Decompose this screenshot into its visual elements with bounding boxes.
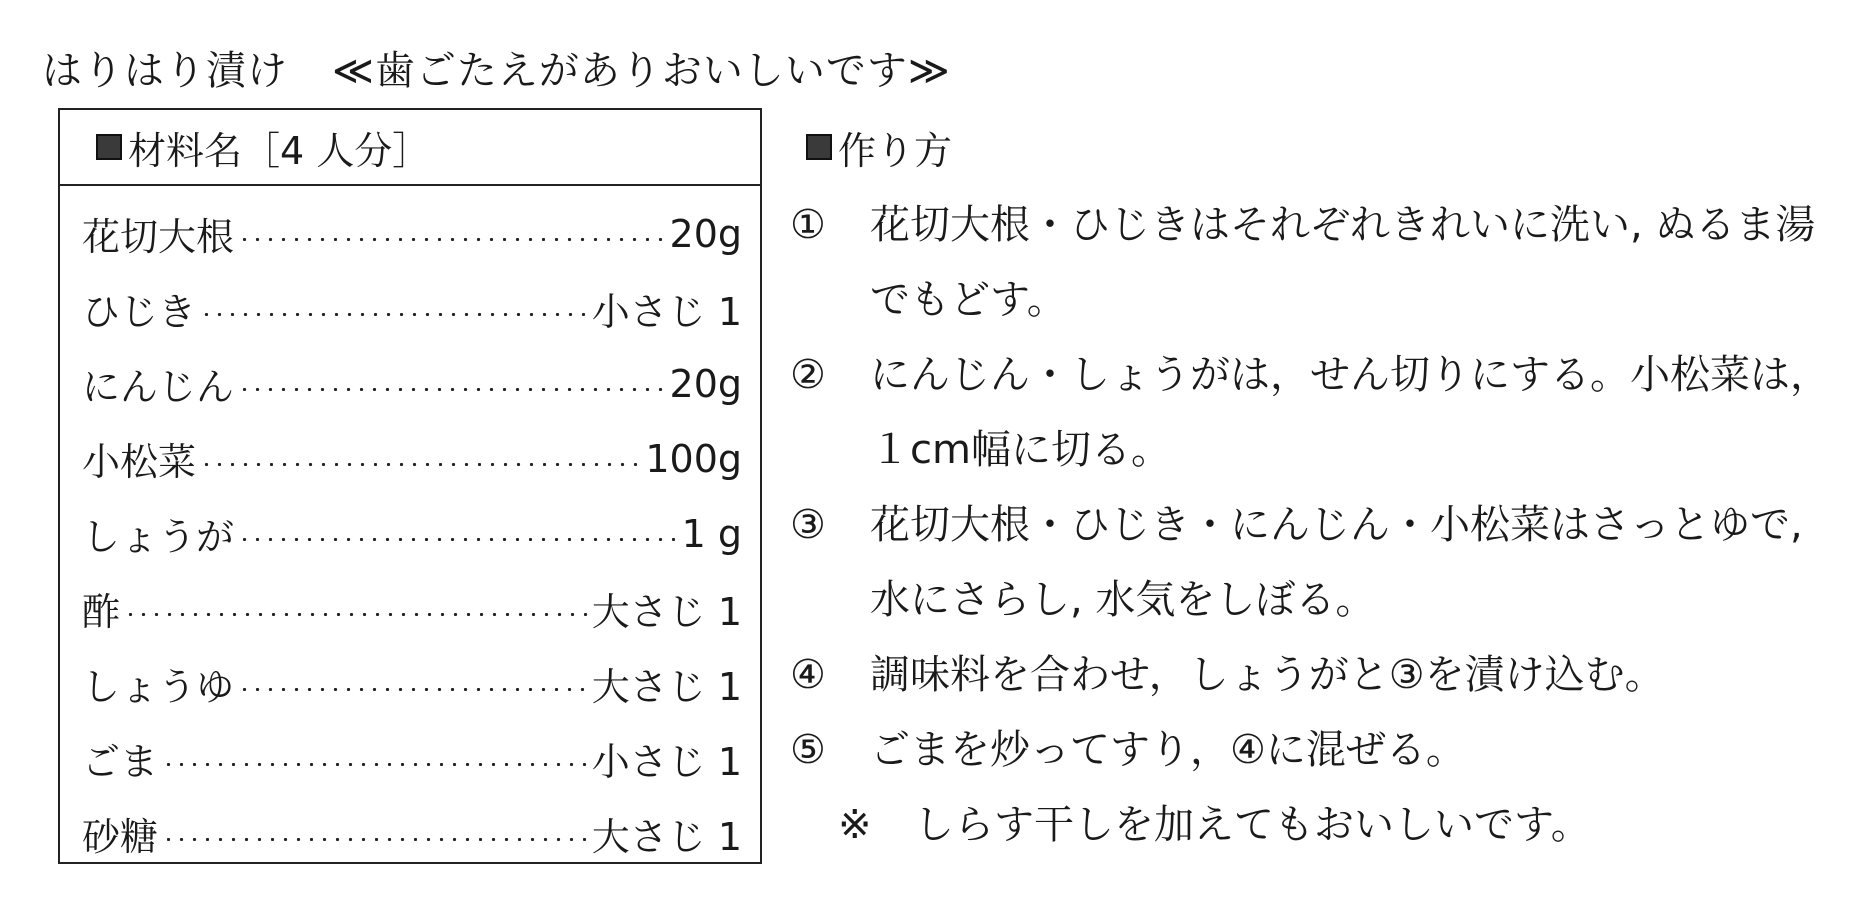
leader-dots	[162, 763, 588, 766]
ingredient-row	[60, 496, 760, 571]
ingredient-quantity: 大さじ 1	[591, 815, 742, 859]
ingredient-row	[60, 571, 760, 646]
ingredient-name: 小松菜	[82, 440, 197, 484]
recipe-title: はりはり漬け	[42, 48, 288, 94]
ingredient-quantity: 大さじ 1	[591, 665, 742, 709]
square-bullet-icon	[806, 134, 832, 160]
note-text: しらす干しを加えてもおいしいです。	[914, 802, 1591, 848]
leader-dots	[238, 538, 678, 541]
ingredient-row	[60, 646, 760, 721]
ingredient-name: 花切大根	[82, 215, 235, 259]
step-number: ④	[790, 652, 826, 698]
ingredient-name: しょうゆ	[82, 665, 235, 709]
method-step	[790, 338, 1830, 488]
step-text: にんじん・しょうがは，せん切りにする。小松菜は，１cm幅に切る。	[870, 352, 1830, 473]
ingredient-quantity: 1 g	[681, 511, 742, 556]
step-number: ⑤	[790, 727, 826, 773]
note-mark: ※	[838, 802, 872, 848]
method-header	[806, 112, 952, 182]
leader-dots	[200, 463, 641, 466]
ingredient-quantity: 20g	[669, 211, 742, 256]
step-number: ②	[790, 352, 826, 398]
leader-dots	[200, 313, 588, 316]
step-text: ごまを炒ってすり，④に混ぜる。	[870, 727, 1466, 773]
step-number: ③	[790, 502, 826, 548]
recipe-subtitle: ≪歯ごたえがありおいしいです≫	[332, 48, 951, 94]
step-text: 花切大根・ひじき・にんじん・小松菜はさっとゆで, 水にさらし, 水気をしぼる。	[870, 502, 1803, 623]
leader-dots	[124, 613, 588, 616]
ingredient-row	[60, 271, 760, 346]
ingredient-quantity: 大さじ 1	[591, 590, 742, 634]
ingredient-quantity: 20g	[669, 361, 742, 406]
leader-dots	[238, 688, 588, 691]
recipe-title-line	[42, 36, 951, 106]
leader-dots	[162, 838, 588, 841]
ingredient-quantity: 100g	[645, 436, 742, 481]
step-text: 調味料を合わせ，しょうがと③を漬け込む。	[870, 652, 1665, 698]
leader-dots	[238, 388, 666, 391]
ingredient-name: 酢	[82, 590, 121, 634]
ingredient-row	[60, 196, 760, 271]
ingredient-name: にんじん	[82, 365, 235, 409]
ingredients-box	[58, 108, 762, 864]
ingredient-name: 砂糖	[82, 815, 159, 859]
ingredient-quantity: 小さじ 1	[591, 740, 742, 784]
method-header-label: 作り方	[838, 128, 953, 173]
leader-dots	[238, 238, 666, 241]
ingredient-quantity: 小さじ 1	[591, 290, 742, 334]
recipe-note	[790, 788, 1830, 863]
ingredient-name: しょうが	[82, 515, 235, 559]
square-bullet-icon	[96, 134, 122, 160]
step-text: 花切大根・ひじきはそれぞれきれいに洗い, ぬるま湯でもどす。	[870, 202, 1816, 323]
method-steps	[790, 188, 1830, 863]
method-step	[790, 713, 1830, 788]
ingredient-row	[60, 796, 760, 871]
method-step	[790, 188, 1830, 338]
method-step	[790, 488, 1830, 638]
method-step	[790, 638, 1830, 713]
ingredient-name: ひじき	[82, 290, 197, 334]
ingredients-header-label: 材料名［4 人分］	[128, 128, 431, 173]
ingredient-row	[60, 721, 760, 796]
ingredient-row	[60, 346, 760, 421]
ingredient-name: ごま	[82, 740, 159, 784]
step-number: ①	[790, 202, 826, 248]
ingredient-row	[60, 421, 760, 496]
ingredient-list	[60, 186, 760, 871]
ingredients-header	[60, 110, 760, 186]
